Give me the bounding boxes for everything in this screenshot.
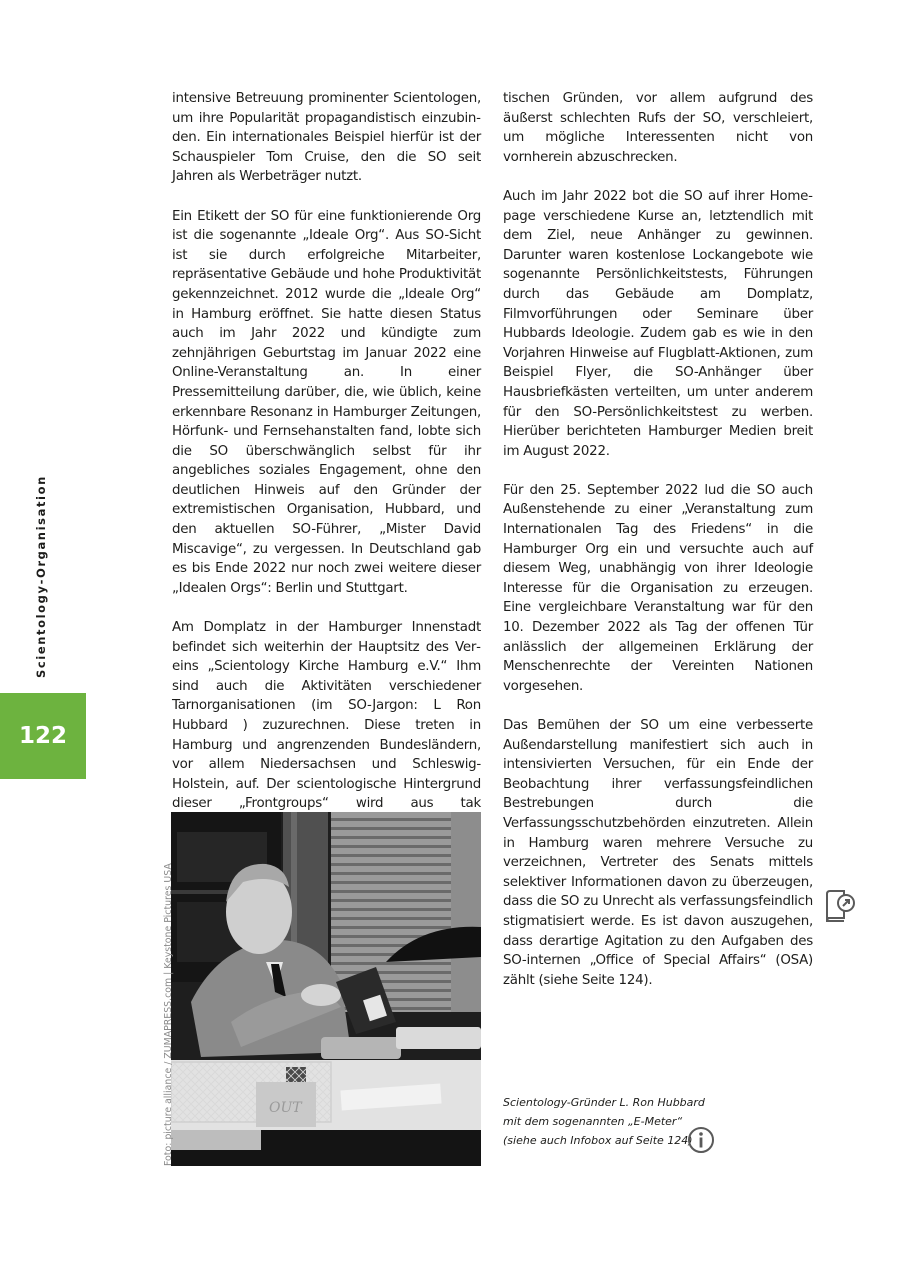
caption-line: Scientology-Gründer L. Ron Hubbard (503, 1096, 705, 1109)
hubbard-photo (171, 812, 481, 1166)
photo-credit: Foto: picture alliance / ZUMAPRESS.com | Keystone Pictures USA (163, 863, 174, 1166)
caption-line: (siehe auch Infobox auf Seite 124) (503, 1134, 693, 1147)
page-number-tab (0, 693, 86, 779)
page-number: 122 (18, 723, 67, 749)
paragraph: Am Domplatz in der Hamburger Innenstadt befindet sich weiterhin der Hauptsitz des Vereins „Scientology Kirche Hamburg e.V.“ Ihm sind auch die Aktivitäten verschiedener Tarnorganisationen (im SO-Jargon: L Ron Hubbard ) zuzurechnen. Diese treten in Hamburg und angrenzenden Bundesländern, vor allem Niedersachsen und Schleswig-Holstein, auf. Der scientologische Hintergrund dieser „Frontgroups“ wird aus tak (172, 620, 481, 812)
paragraph: intensive Betreuung prominenter Scientologen, um ihre Popularität propagandistisch einzubinden. Ein internationales Beispiel hierfür ist der Schauspieler Tom Cruise, den die SO seit Jahren als Werbeträger nutzt. (172, 91, 481, 185)
info-circle-icon[interactable] (687, 1126, 715, 1154)
paragraph: Das Bemühen der SO um eine verbesserte Außendarstellung manifestiert sich auch in intensivierten Versuchen, für ein Ende der Beobachtung ihrer verfassungsfeindlichen Bestrebungen durch die Verfassungsschutzbehörden einzutreten. Allein in Hamburg waren mehrere Versuche zu verzeichnen, Vertreter des Senats mittels selektiver Informationen davon zu überzeugen, dass die SO zu Unrecht als verfassungsfeindlich stigmatisiert werde. Es ist davon auszugehen, dass derartige Agitation zu den Aufgaben des SO-internen „Office of Special Affairs“ (OSA) zählt (siehe Seite 124). (503, 718, 813, 988)
paragraph: tischen Gründen, vor allem aufgrund des äußerst schlechten Rufs der SO, verschleiert, um mögliche Interessenten nicht von vornherein abzuschrecken. (503, 91, 813, 165)
caption-line: mit dem sogenannten „E-Meter“ (503, 1115, 683, 1128)
paragraph: Für den 25. September 2022 lud die SO auch Außenstehende zu einer „Veranstaltung zum Internationalen Tag des Friedens“ in die Hamburger Org ein und versuchte auch auf diesem Weg, unabhängig von ihrer Ideologie Interesse für die Organisation zu erzeugen. Eine vergleichbare Veranstaltung war für den 10. Dezember 2022 als Tag der offenen Tür anlässlich der allgemeinen Erklärung der Menschenrechte der Vereinten Nationen vorgesehen. (503, 482, 813, 694)
text-column-right (503, 89, 813, 1010)
book-link-icon[interactable] (822, 888, 858, 924)
side-section-label: Scientology-Organisation (34, 475, 48, 678)
paragraph: Ein Etikett der SO für eine funktionierende Org ist die sogenannte „Ideale Org“. Aus SO-Sicht ist sie durch erfolgreiche Mitarbeiter, repräsentative Gebäude und hohe Produktivität gekennzeichnet. 2012 wurde die „Ideale Org“ in Hamburg eröffnet. Sie hatte diesen Status auch im Jahr 2022 und kündigte zum zehnjährigen Geburtstag im Januar 2022 eine Online-Veranstaltung an. In einer Pressemitteilung darüber, die, wie üblich, keine erkennbare Resonanz in Hamburger Zeitungen, Hörfunk- und Fernsehanstalten fand, lobte sich die SO überschwänglich selbst für ihr angebliches soziales Engagement, ohne den deutlichen Hinweis auf den Gründer der extremistischen Organisation, Hubbard, und den aktuellen SO-Führer, „Mister David Miscavige“, zu vergessen. In Deutschland gab es bis Ende 2022 nur noch zwei weitere dieser „Idealen Orgs“: Berlin und Stuttgart. (172, 208, 481, 596)
text-column-left (172, 89, 481, 834)
paragraph: Auch im Jahr 2022 bot die SO auf ihrer Homepage verschiedene Kurse an, letztendlich mit dem Ziel, neue Anhänger zu gewinnen. Darunter waren kostenlose Lockangebote wie sogenannte Persönlichkeitstests, Führungen durch das Gebäude am Domplatz, Filmvorführungen oder Seminare über Hubbards Ideologie. Zudem gab es wie in den Vorjahren Hinweise auf Flugblatt-Aktionen, zum Beispiel Flyer, die SO-Anhänger über Hausbriefkästen verteilten, um unter anderem für den SO-Persönlichkeitstest zu werben. Hierüber berichteten Hamburger Medien breit im August 2022. (503, 188, 813, 459)
out-tray-label: OUT (269, 1100, 302, 1116)
photo-illustration (171, 812, 481, 1166)
